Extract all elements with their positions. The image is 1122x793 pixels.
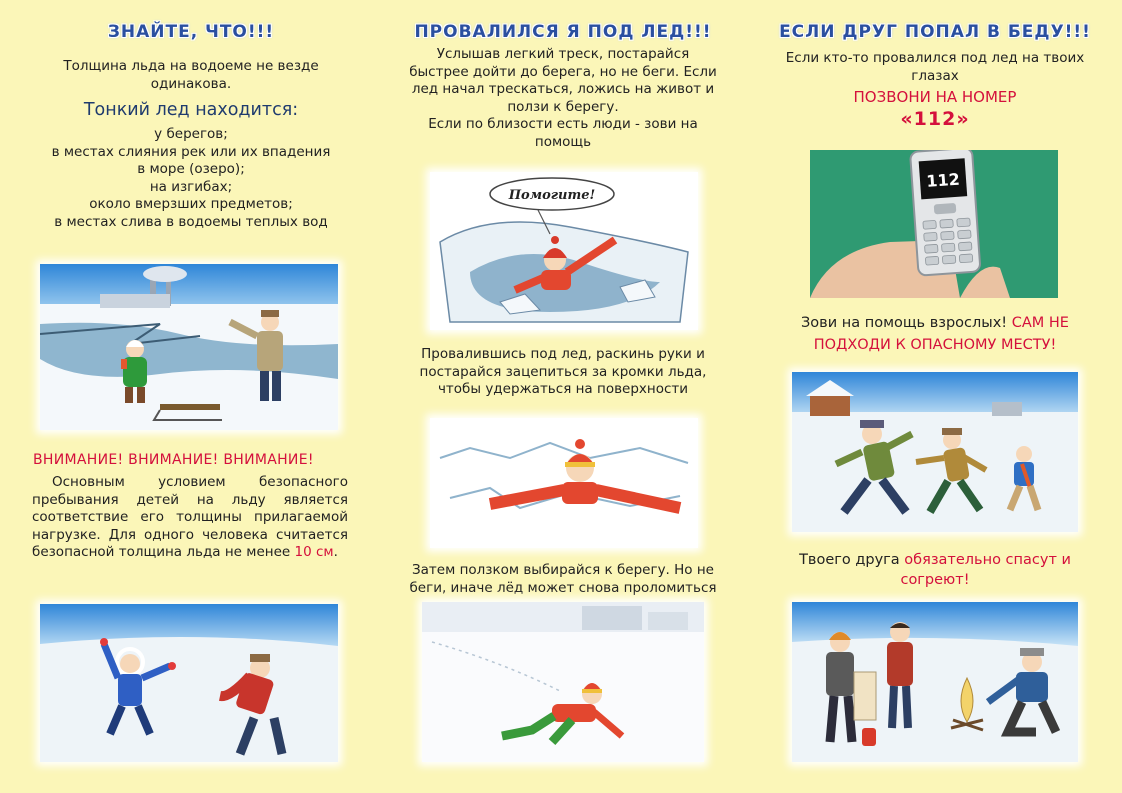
illustration-warming-by-fire [792, 602, 1078, 762]
help-speech-bubble: Помогите! [508, 188, 596, 203]
illustration-call-for-help [430, 172, 698, 330]
condition-suffix: . [333, 544, 338, 560]
list-item: в местах слива в водоемы теплых вод [54, 213, 328, 230]
friend-will-be-saved-text [762, 550, 1108, 590]
paragraph-line-last [32, 544, 348, 562]
paragraph-line: Основным условием безопасного [52, 474, 348, 490]
paragraph-line: лед начал трескаться, ложись на живот и [411, 81, 715, 97]
column-friend-in-trouble [762, 0, 1108, 793]
crack-advice [390, 46, 736, 151]
paragraph-line: быстрее дойти до берега, но не беги. Если [409, 63, 717, 80]
paragraph-line: Если кто-то провалился под лед на твоих [785, 50, 1085, 66]
thin-ice-heading: Тонкий лед находится: [83, 100, 299, 120]
list-item: на изгибах; [149, 178, 233, 195]
ice-thickness-intro: Толщина льда на водоеме не везде одинакова. [63, 58, 319, 92]
section-title-friend: ЕСЛИ ДРУГ ПОПАЛ В БЕДУ!!! [779, 22, 1091, 42]
illustration-river-sled [40, 264, 338, 430]
paragraph-line: постарайся зацепиться за кромки льда, [419, 363, 707, 380]
paragraph-line: Затем ползком выбирайся к берегу. Но не [412, 562, 714, 578]
paragraph-line: соответствие его толщины прилагаемой [32, 509, 348, 525]
do-not-approach-1: САМ НЕ [1011, 315, 1069, 331]
list-item: у берегов; [154, 126, 228, 142]
emergency-number: «112» [900, 108, 970, 130]
illustration-crawl-to-shore [422, 602, 704, 762]
saved-red-1: обязательно спасут и [904, 552, 1071, 568]
saved-prefix: Твоего друга [799, 552, 905, 568]
condition-prefix: безопасной толщина льда не менее [32, 544, 295, 560]
paragraph-line: беги, иначе лёд может снова проломиться [409, 579, 717, 596]
paragraph-line: нагрузке. Для одного человека считается [32, 526, 348, 543]
call-number-label: ПОЗВОНИ НА НОМЕР [853, 88, 1017, 106]
attention-heading: ВНИМАНИЕ! ВНИМАНИЕ! ВНИМАНИЕ! [33, 452, 314, 468]
thin-ice-list [18, 126, 364, 231]
paragraph-line: глазах [911, 67, 959, 84]
illustration-running-for-help [792, 372, 1078, 532]
phone-display-number: 112 [925, 169, 961, 191]
list-item: около вмерзших предметов; [89, 196, 293, 212]
paragraph-line: Провалившись под лед, раскинь руки и [421, 346, 705, 362]
friend-fell-text [762, 50, 1108, 85]
section-title-fell-through: ПРОВАЛИЛСЯ Я ПОД ЛЕД!!! [414, 22, 712, 42]
illustration-children-on-ice [40, 604, 338, 762]
paragraph-line: Если по близости есть люди - зови на [428, 116, 698, 132]
list-item: в местах слияния рек или их впадения [51, 143, 331, 160]
crawl-advice [390, 562, 736, 597]
paragraph-line: Услышав легкий треск, постарайся [436, 46, 690, 62]
call-adults-prefix: Зови на помощь взрослых! [801, 315, 1012, 331]
list-item: в море (озеро); [137, 161, 245, 177]
saved-red-2: согреют! [900, 572, 970, 588]
illustration-hold-ice-edge [430, 418, 698, 548]
call-adults-text [762, 312, 1108, 356]
paragraph-line: помощь [534, 133, 592, 150]
paragraph-line: ползи к берегу. [507, 98, 619, 115]
section-title-know: ЗНАЙТЕ, ЧТО!!! [107, 22, 275, 42]
do-not-approach-2: ПОДХОДИ К ОПАСНОМУ МЕСТУ! [813, 337, 1057, 353]
safety-condition-paragraph [32, 474, 348, 562]
paragraph-line: пребывания детей на льду является [32, 491, 348, 508]
thickness-value: 10 см [294, 544, 334, 560]
column-fell-through [390, 0, 736, 793]
illustration-phone-112 [810, 150, 1058, 298]
arms-advice [390, 346, 736, 399]
paragraph-line: чтобы удержаться на поверхности [437, 381, 689, 397]
column-know [18, 0, 364, 793]
